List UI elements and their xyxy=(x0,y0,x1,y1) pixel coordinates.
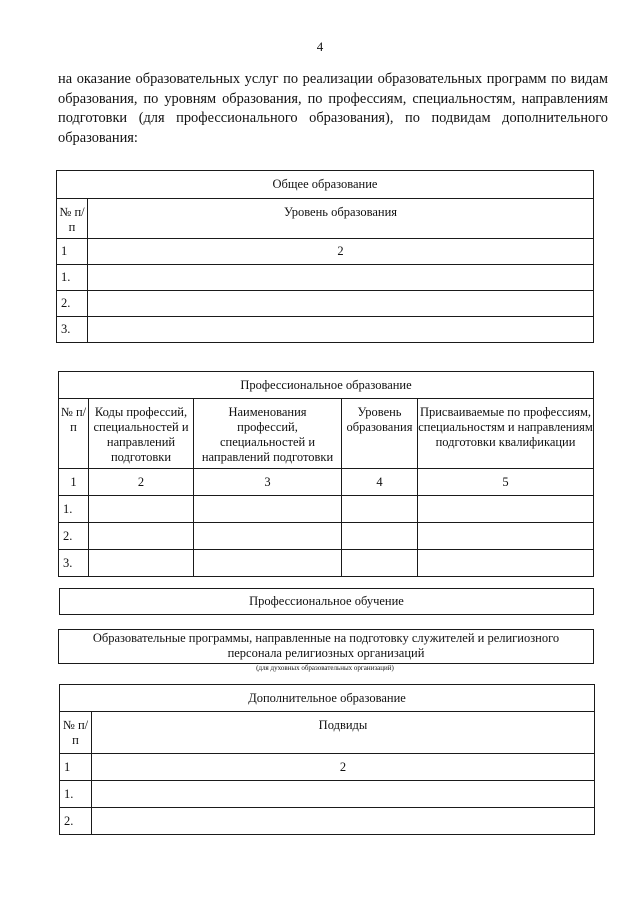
table-row xyxy=(57,317,594,343)
header-number: № п/п xyxy=(59,399,89,469)
row-number: 1. xyxy=(60,781,92,808)
header-names: Наименования профессий, специальностей и направлений подготовки xyxy=(194,399,342,469)
header-number: № п/п xyxy=(60,712,92,754)
page-number: 4 xyxy=(316,39,324,54)
professional-education-table xyxy=(58,371,594,577)
row-cell xyxy=(342,496,418,523)
row-cell xyxy=(88,265,594,291)
row-cell xyxy=(92,781,595,808)
row-number: 2. xyxy=(59,523,89,550)
row-cell xyxy=(342,550,418,577)
row-number: 3. xyxy=(57,317,88,343)
row-number: 2. xyxy=(57,291,88,317)
row-cell xyxy=(88,317,594,343)
religious-programs-box xyxy=(58,629,594,664)
header-education-level: Уровень образования xyxy=(88,199,594,239)
column-number-2: 2 xyxy=(89,469,194,496)
row-cell xyxy=(89,496,194,523)
table-row xyxy=(59,550,594,577)
additional-education-table xyxy=(59,684,595,835)
row-cell xyxy=(92,808,595,835)
row-cell xyxy=(89,550,194,577)
professional-training-box xyxy=(59,588,594,615)
row-number: 3. xyxy=(59,550,89,577)
row-cell xyxy=(194,496,342,523)
religious-programs-title: Образовательные программы, направленные на подготовку служителей и религиозного персонала религиозных организаций xyxy=(92,631,560,660)
header-education-level: Уровень образования xyxy=(342,399,418,469)
column-number-3: 3 xyxy=(194,469,342,496)
row-number: 1. xyxy=(57,265,88,291)
header-codes: Коды профессий, специальностей и направлений подготовки xyxy=(89,399,194,469)
table-row xyxy=(57,265,594,291)
column-number-1: 1 xyxy=(57,239,88,265)
row-number: 1. xyxy=(59,496,89,523)
column-number-2: 2 xyxy=(88,239,594,265)
table-row xyxy=(59,496,594,523)
header-subtypes: Подвиды xyxy=(92,712,595,754)
row-cell xyxy=(342,523,418,550)
table-row xyxy=(59,523,594,550)
professional-training-title: Профессиональное обучение xyxy=(249,594,404,608)
header-qualifications: Присваиваемые по профессиям, специальностям и направлениям подготовки квалификации xyxy=(418,399,594,469)
professional-education-title: Профессиональное образование xyxy=(59,372,594,399)
table-row xyxy=(60,781,595,808)
table-row xyxy=(57,291,594,317)
column-number-2: 2 xyxy=(92,754,595,781)
row-cell xyxy=(418,550,594,577)
column-number-1: 1 xyxy=(59,469,89,496)
row-cell xyxy=(89,523,194,550)
row-cell xyxy=(418,523,594,550)
row-cell xyxy=(418,496,594,523)
general-education-title: Общее образование xyxy=(57,171,594,199)
general-education-table xyxy=(56,170,594,343)
column-number-4: 4 xyxy=(342,469,418,496)
row-cell xyxy=(88,291,594,317)
row-number: 2. xyxy=(60,808,92,835)
additional-education-title: Дополнительное образование xyxy=(60,685,595,712)
intro-paragraph: на оказание образовательных услуг по реализации образовательных программ по видам образования, по уровням образования, по профессиям, специальностям, направлениям подготовки (для профессионального образования), по подвидам дополнительного образования: xyxy=(58,71,608,146)
column-number-5: 5 xyxy=(418,469,594,496)
column-number-1: 1 xyxy=(60,754,92,781)
table-row xyxy=(60,808,595,835)
row-cell xyxy=(194,523,342,550)
header-number: № п/п xyxy=(57,199,88,239)
religious-programs-note: (для духовных образовательных организаций) xyxy=(256,664,394,672)
row-cell xyxy=(194,550,342,577)
